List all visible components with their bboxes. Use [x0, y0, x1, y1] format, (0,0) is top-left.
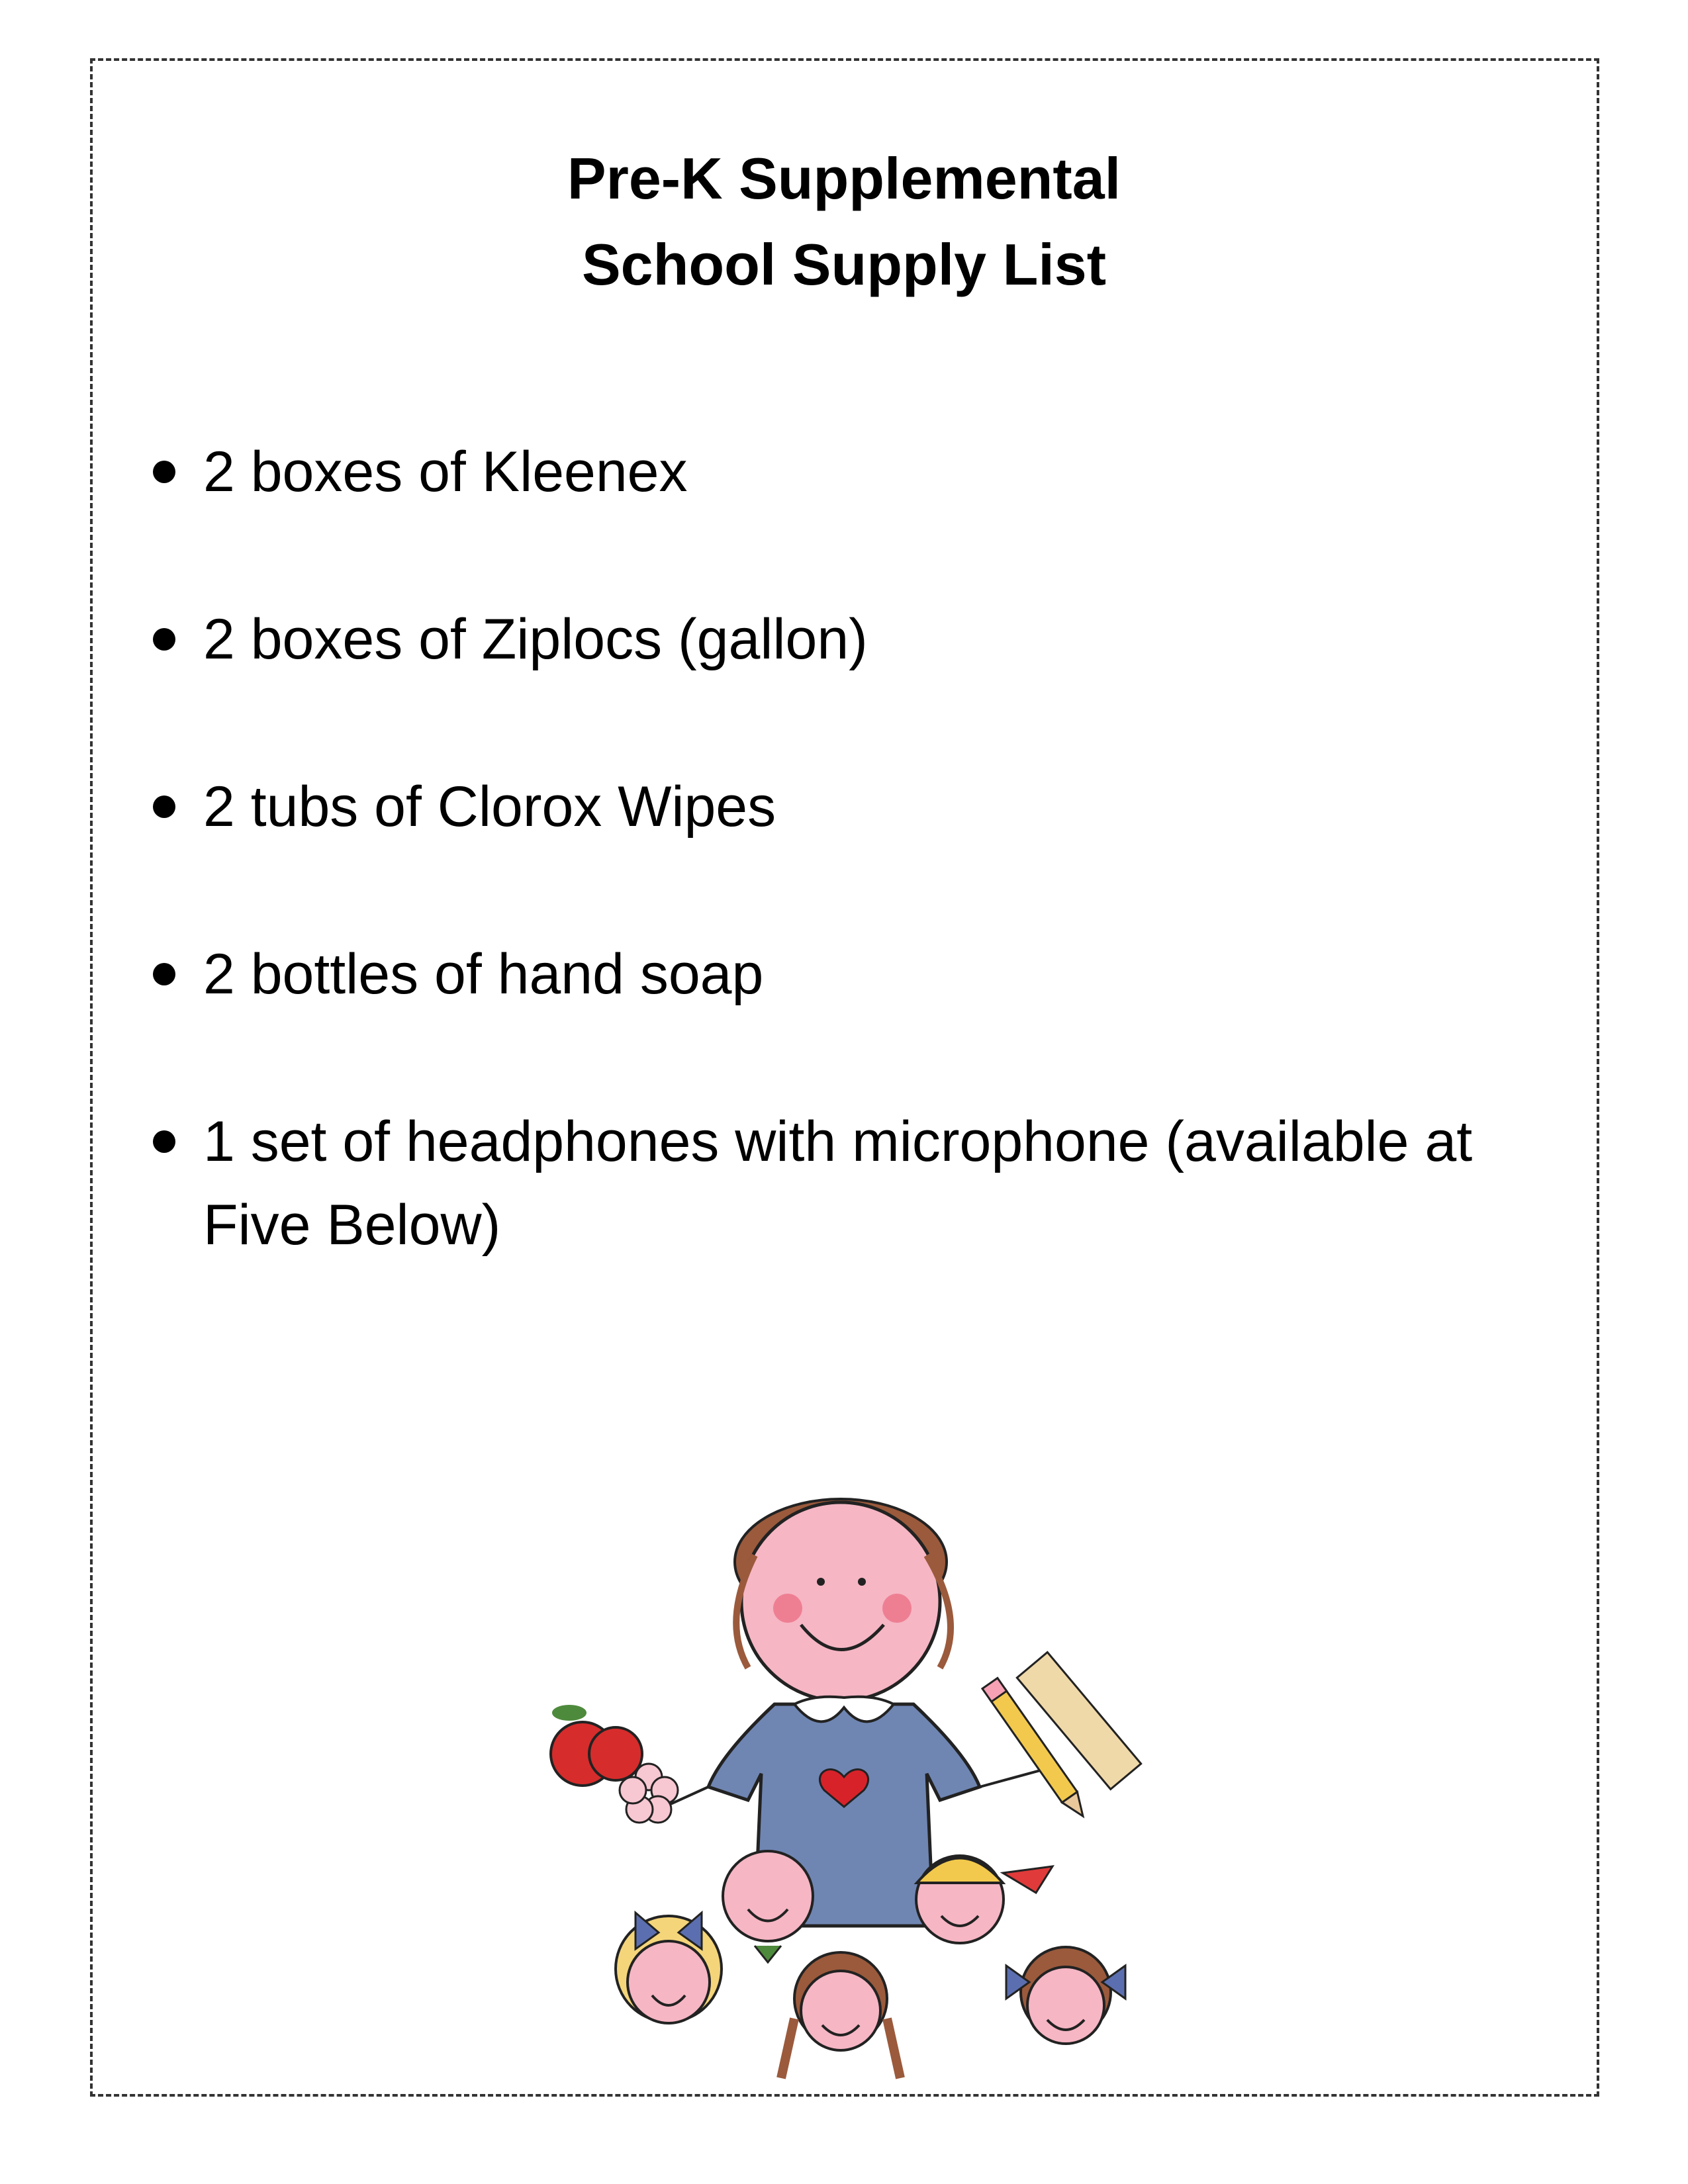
page-title [0, 136, 1688, 308]
supply-item: 2 bottles of hand soap [149, 933, 1572, 1016]
title-line-2: School Supply List [581, 232, 1107, 297]
teacher-with-children-illustration [510, 1476, 1238, 2111]
child-braids-icon [781, 1952, 900, 2078]
supply-list [149, 430, 1572, 1351]
cheek-icon [882, 1594, 912, 1623]
child-blonde-icon [616, 1913, 722, 2023]
child-cap-icon [916, 1856, 1053, 1943]
ruler-icon [1017, 1652, 1141, 1789]
supply-item: 2 boxes of Kleenex [149, 430, 1572, 514]
teacher-face-icon [741, 1502, 940, 1701]
apple-icon [589, 1727, 642, 1780]
leaf-icon [552, 1705, 586, 1721]
cheek-icon [773, 1594, 802, 1623]
title-line-1: Pre-K Supplemental [567, 146, 1121, 211]
supply-item: 2 boxes of Ziplocs (gallon) [149, 598, 1572, 681]
eye-icon [817, 1578, 825, 1586]
child-bows-icon [1006, 1947, 1125, 2044]
eye-icon [858, 1578, 866, 1586]
child-center-left-icon [723, 1851, 813, 1962]
supply-item: 2 tubs of Clorox Wipes [149, 765, 1572, 848]
supply-item: 1 set of headphones with microphone (available at Five Below) [149, 1100, 1572, 1267]
